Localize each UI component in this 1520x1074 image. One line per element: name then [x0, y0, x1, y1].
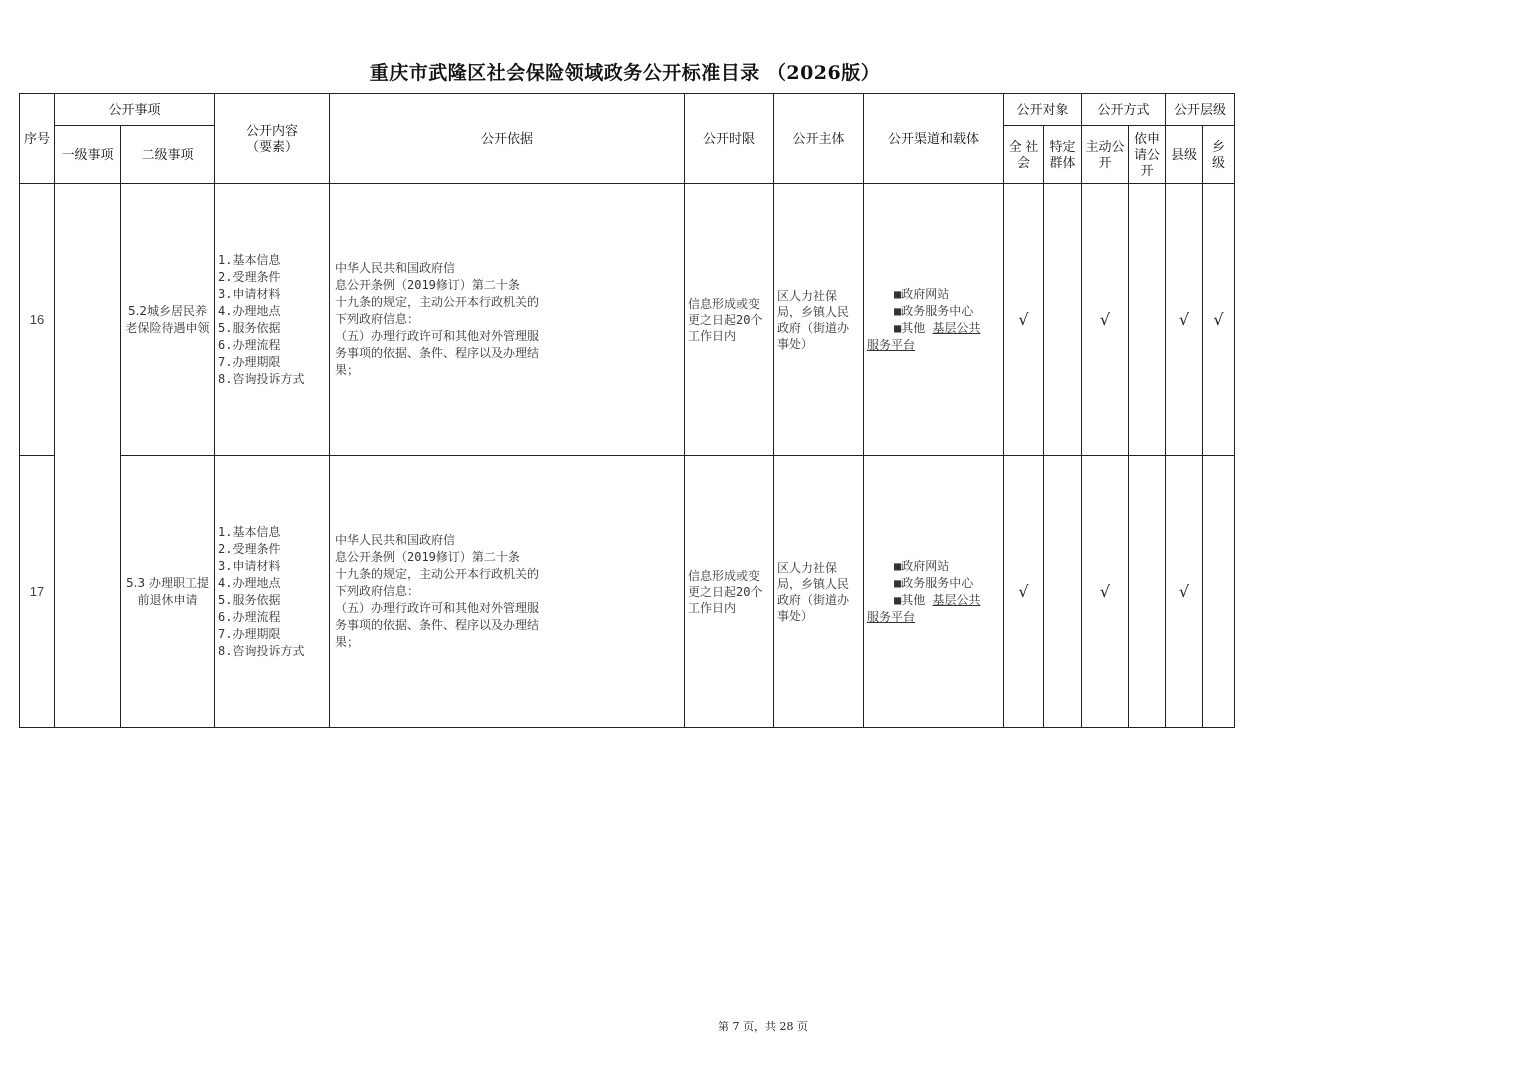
header-content: 公开内容 （要素） [215, 94, 330, 184]
header-level2: 二级事项 [121, 126, 215, 184]
row-channel: ■政府网站 ■政务服务中心 ■其他 基层公共 服务平台 [864, 184, 1004, 456]
header-channel: 公开渠道和载体 [864, 94, 1004, 184]
check-level-county: √ [1166, 184, 1203, 456]
catalog-table [19, 93, 1235, 728]
row-basis: 中华人民共和国政府信 息公开条例（2019修订）第二十条 十九条的规定，主动公开本行政机关的 下列政府信息： （五）办理行政许可和其他对外管理服 务事项的依据、条件、程序以及办理结 果； [330, 184, 685, 456]
row-level2: 5.3 办理职工提前退休申请 [121, 456, 215, 728]
check-level-county: √ [1166, 456, 1203, 728]
check-method-apply [1129, 456, 1166, 728]
header-row-1 [20, 94, 1235, 126]
row-seq: 17 [20, 456, 55, 728]
row-subject: 区人力社保局，乡镇人民政府（街道办事处） [774, 184, 864, 456]
table-row [20, 184, 1235, 456]
header-time-limit: 公开时限 [685, 94, 774, 184]
header-method: 公开方式 [1082, 94, 1166, 126]
check-target-specific [1044, 184, 1082, 456]
row-level2: 5.2城乡居民养老保险待遇申领 [121, 184, 215, 456]
row-content: 1.基本信息 2.受理条件 3.申请材料 4.办理地点 5.服务依据 6.办理流程 7.办理期限 8.咨询投诉方式 [215, 184, 330, 456]
check-level-town [1203, 456, 1235, 728]
page-footer: 第 7 页，共 28 页 [718, 1020, 808, 1033]
header-method-apply: 依申 请公 开 [1129, 126, 1166, 184]
header-level: 公开层级 [1166, 94, 1235, 126]
check-method-apply [1129, 184, 1166, 456]
header-level-county: 县级 [1166, 126, 1203, 184]
check-target-all: √ [1004, 456, 1044, 728]
header-method-active: 主动公 开 [1082, 126, 1129, 184]
check-target-all: √ [1004, 184, 1044, 456]
header-target-all: 全 社 会 [1004, 126, 1044, 184]
page-title: 重庆市武隆区社会保险领域政务公开标准目录 （2026版） [369, 62, 881, 84]
row-subject: 区人力社保局，乡镇人民政府（街道办事处） [774, 456, 864, 728]
row-time-limit: 信息形成或变更之日起20个工作日内 [685, 184, 774, 456]
row-level1 [55, 184, 121, 728]
header-seq: 序号 [20, 94, 55, 184]
header-subject: 公开主体 [774, 94, 864, 184]
header-level-town: 乡 级 [1203, 126, 1235, 184]
header-basis: 公开依据 [330, 94, 685, 184]
row-time-limit: 信息形成或变更之日起20个工作日内 [685, 456, 774, 728]
row-basis: 中华人民共和国政府信 息公开条例（2019修订）第二十条 十九条的规定，主动公开本行政机关的 下列政府信息： （五）办理行政许可和其他对外管理服 务事项的依据、条件、程序以及办理结 果； [330, 456, 685, 728]
check-target-specific [1044, 456, 1082, 728]
header-target-specific: 特定 群体 [1044, 126, 1082, 184]
check-method-active: √ [1082, 184, 1129, 456]
header-target: 公开对象 [1004, 94, 1082, 126]
check-method-active: √ [1082, 456, 1129, 728]
table-row [20, 456, 1235, 728]
check-level-town: √ [1203, 184, 1235, 456]
row-content: 1.基本信息 2.受理条件 3.申请材料 4.办理地点 5.服务依据 6.办理流程 7.办理期限 8.咨询投诉方式 [215, 456, 330, 728]
header-matters: 公开事项 [55, 94, 215, 126]
row-channel: ■政府网站 ■政务服务中心 ■其他 基层公共 服务平台 [864, 456, 1004, 728]
header-level1: 一级事项 [55, 126, 121, 184]
row-seq: 16 [20, 184, 55, 456]
